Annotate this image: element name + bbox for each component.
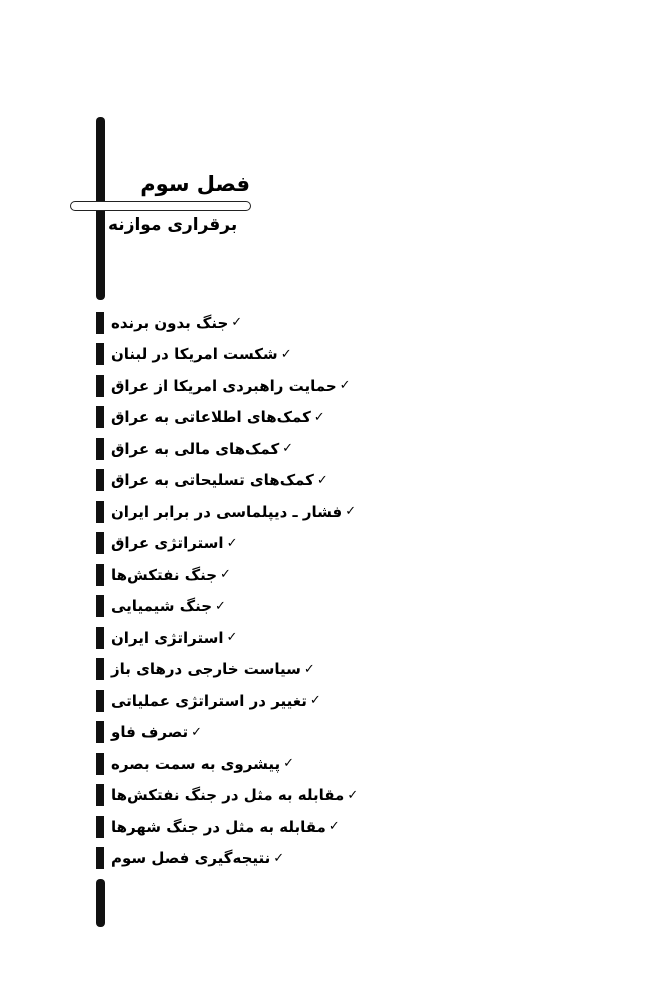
bullet-bar-icon bbox=[96, 658, 104, 680]
toc-item-label: سیاست خارجی درهای باز bbox=[111, 660, 301, 679]
bullet-bar-icon bbox=[96, 721, 104, 743]
checkmark-icon: ✓ bbox=[282, 441, 294, 457]
toc-item bbox=[96, 402, 358, 434]
toc-item bbox=[96, 496, 358, 528]
checkmark-icon: ✓ bbox=[283, 756, 295, 772]
checkmark-icon: ✓ bbox=[226, 535, 238, 551]
checkmark-icon: ✓ bbox=[226, 630, 238, 646]
toc-item-label: تغییر در استراتژی عملیاتی bbox=[111, 691, 307, 710]
checkmark-icon: ✓ bbox=[231, 315, 243, 331]
table-of-contents bbox=[96, 307, 358, 874]
toc-item bbox=[96, 780, 358, 812]
toc-item-label: نتیجه‌گیری فصل سوم bbox=[111, 849, 271, 868]
bullet-bar-icon bbox=[96, 627, 104, 649]
toc-item bbox=[96, 748, 358, 780]
toc-item-label: کمک‌های مالی به عراق bbox=[111, 439, 280, 458]
toc-item bbox=[96, 717, 358, 749]
toc-item bbox=[96, 339, 358, 371]
toc-item-label: تصرف فاو bbox=[111, 723, 189, 742]
bullet-bar-icon bbox=[96, 564, 104, 586]
toc-item-label: مقابله به مثل در جنگ نفتکش‌ها bbox=[111, 786, 345, 805]
toc-item bbox=[96, 654, 358, 686]
toc-item bbox=[96, 685, 358, 717]
toc-item-label: مقابله به مثل در جنگ شهرها bbox=[111, 817, 326, 836]
bullet-bar-icon bbox=[96, 469, 104, 491]
checkmark-icon: ✓ bbox=[345, 504, 357, 520]
checkmark-icon: ✓ bbox=[328, 819, 340, 835]
toc-item-label: استراتژی عراق bbox=[111, 534, 224, 553]
chapter-subtitle: برقراری موازنه bbox=[108, 215, 238, 235]
checkmark-icon: ✓ bbox=[339, 378, 351, 394]
toc-item bbox=[96, 811, 358, 843]
bullet-bar-icon bbox=[96, 343, 104, 365]
bullet-bar-icon bbox=[96, 532, 104, 554]
bullet-bar-icon bbox=[96, 595, 104, 617]
checkmark-icon: ✓ bbox=[313, 409, 325, 425]
bullet-bar-icon bbox=[96, 816, 104, 838]
bullet-bar-icon bbox=[96, 753, 104, 775]
toc-item-label: کمک‌های تسلیحاتی به عراق bbox=[111, 471, 314, 490]
checkmark-icon: ✓ bbox=[220, 567, 231, 583]
toc-item-label: جنگ شیمیایی bbox=[111, 597, 213, 616]
chapter-title: فصل سوم bbox=[140, 172, 250, 196]
toc-item-label: پیشروی به سمت بصره bbox=[111, 754, 281, 773]
checkmark-icon: ✓ bbox=[215, 598, 226, 614]
toc-item-label: جنگ نفتکش‌ها bbox=[111, 565, 218, 584]
bullet-bar-icon bbox=[96, 375, 104, 397]
checkmark-icon: ✓ bbox=[191, 724, 203, 740]
toc-item bbox=[96, 622, 358, 654]
checkmark-icon: ✓ bbox=[316, 472, 328, 488]
toc-item bbox=[96, 528, 358, 560]
checkmark-icon: ✓ bbox=[347, 787, 359, 803]
toc-item-label: حمایت راهبردی امریکا از عراق bbox=[111, 376, 337, 395]
toc-item-label: فشار ـ دیپلماسی در برابر ایران bbox=[111, 502, 343, 521]
bullet-bar-icon bbox=[96, 690, 104, 712]
toc-item bbox=[96, 370, 358, 402]
toc-item bbox=[96, 559, 358, 591]
checkmark-icon: ✓ bbox=[303, 661, 315, 677]
toc-item bbox=[96, 591, 358, 623]
toc-item-label: کمک‌های اطلاعاتی به عراق bbox=[111, 408, 311, 427]
bullet-bar-icon bbox=[96, 847, 104, 869]
toc-item-label: جنگ بدون برنده bbox=[111, 313, 229, 332]
vertical-rule-bottom bbox=[96, 879, 105, 927]
bullet-bar-icon bbox=[96, 406, 104, 428]
toc-item bbox=[96, 843, 358, 875]
toc-item-label: استراتژی ایران bbox=[111, 628, 224, 647]
checkmark-icon: ✓ bbox=[273, 850, 285, 866]
checkmark-icon: ✓ bbox=[309, 693, 321, 709]
toc-item bbox=[96, 307, 358, 339]
toc-item bbox=[96, 465, 358, 497]
bullet-bar-icon bbox=[96, 501, 104, 523]
bullet-bar-icon bbox=[96, 438, 104, 460]
toc-item-label: شکست امریکا در لبنان bbox=[111, 345, 278, 364]
checkmark-icon: ✓ bbox=[280, 346, 292, 362]
bullet-bar-icon bbox=[96, 312, 104, 334]
bullet-bar-icon bbox=[96, 784, 104, 806]
toc-item bbox=[96, 433, 358, 465]
horizontal-rule bbox=[70, 201, 251, 211]
